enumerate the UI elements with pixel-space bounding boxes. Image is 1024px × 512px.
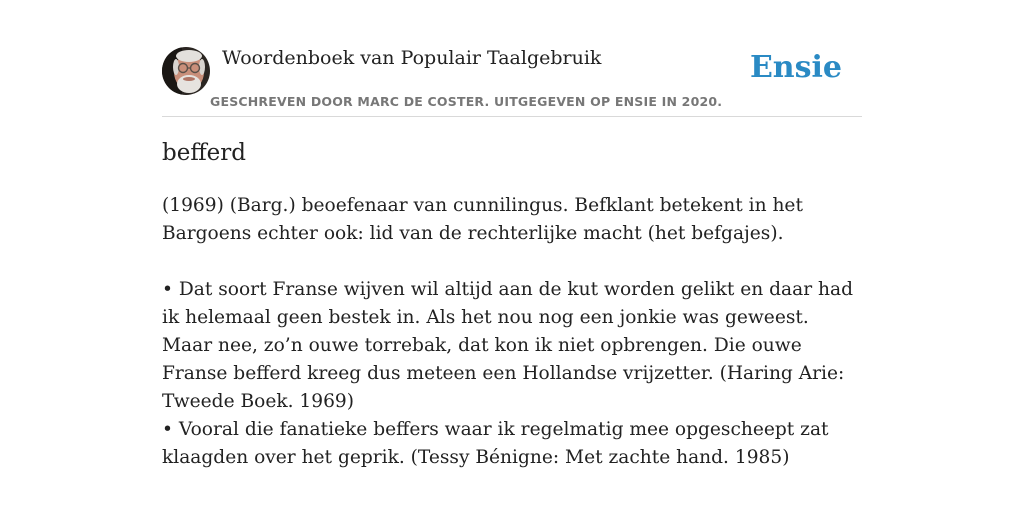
- quote-item: • Vooral die fanatieke beffers waar ik regelmatig mee opgescheept zat klaagden over het geprik. (Tessy Bénigne: Met zachte hand. 1985): [162, 419, 829, 468]
- definition-text: (1969) (Barg.) beoefenaar van cunnilingus. Befklant betekent in het Bargoens echter ook: lid van de rechterlijke macht (het befgajes).: [162, 195, 803, 244]
- author-portrait-icon: [162, 47, 210, 95]
- author-avatar[interactable]: [162, 47, 210, 95]
- byline: GESCHREVEN DOOR MARC DE COSTER. UITGEGEVEN OP ENSIE IN 2020.: [210, 94, 723, 109]
- entry-header: [162, 44, 862, 117]
- quote-item: • Dat soort Franse wijven wil altijd aan de kut worden gelikt en daar had ik helemaal geen bestek in. Als het nou nog een jonkie was geweest. Maar nee, zo’n ouwe torrebak, dat kon ik niet opbrengen. Die ouwe Franse befferd kreeg dus meteen een Hollandse vrijzetter. (Haring Arie: Tweede Boek. 1969): [162, 279, 853, 412]
- paragraph-spacer: [162, 248, 862, 276]
- ensie-logo[interactable]: Ensie: [749, 50, 842, 85]
- entry-definition: [162, 192, 862, 472]
- source-title[interactable]: Woordenboek van Populair Taalgebruik: [222, 47, 602, 69]
- entry-term: befferd: [162, 140, 247, 166]
